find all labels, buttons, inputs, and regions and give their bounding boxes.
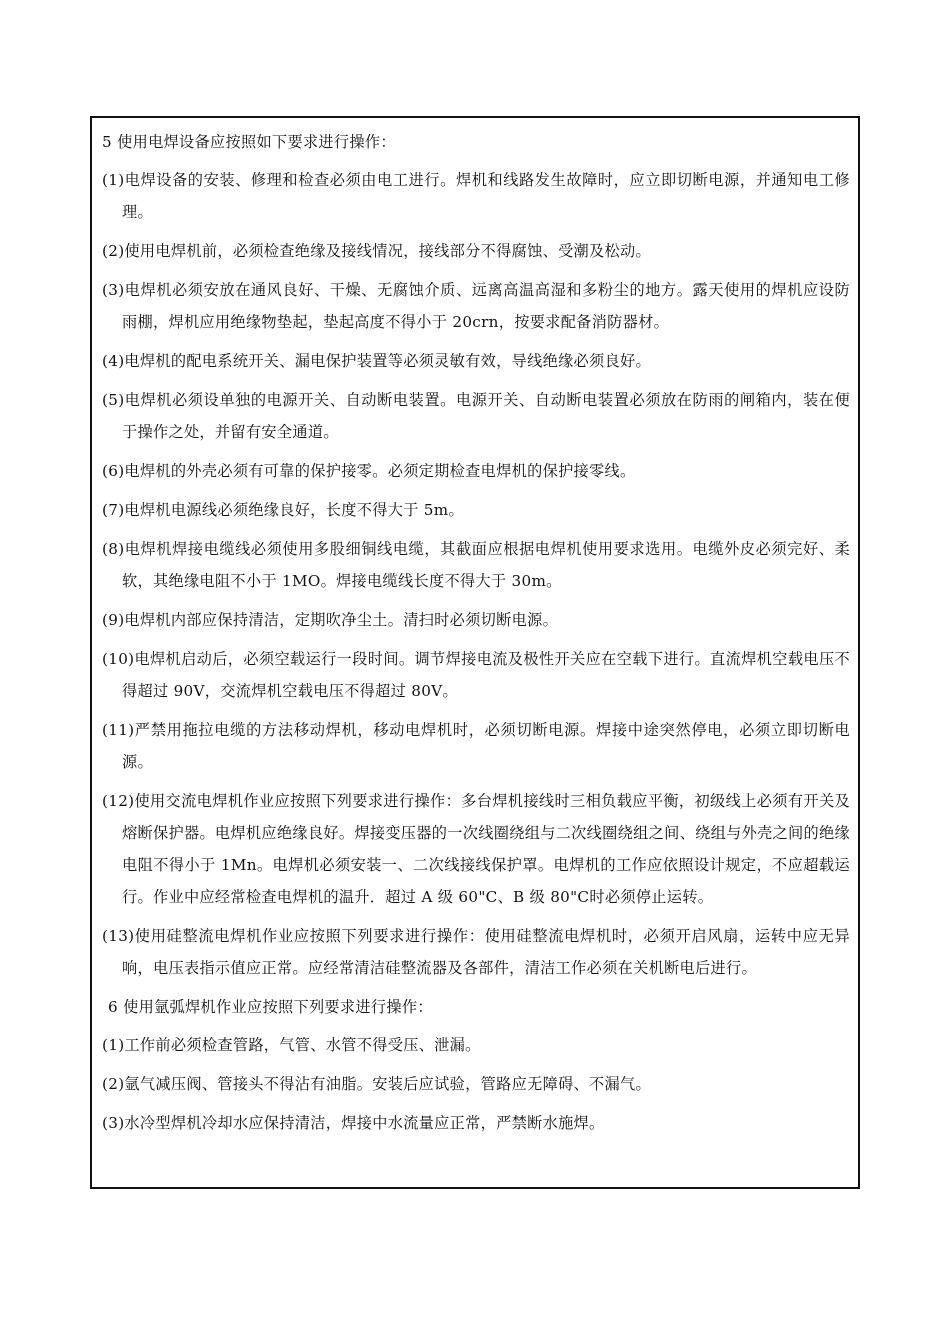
list-item: (5)电焊机必须设单独的电源开关、自动断电装置。电源开关、自动断电装置必须放在防雨的闸箱内，装在便于操作之处，并留有安全通道。 [102, 391, 850, 441]
list-item: (12)使用交流电焊机作业应按照下列要求进行操作：多台焊机接线时三相负载应平衡，初级线上必须有开关及熔断保护器。电焊机应绝缘良好。焊接变压器的一次线圈绕组与二次线圈绕组之间、绕组与外壳之间的绝缘电阻不得小于 1Mn。电焊机必须安装一、二次线接线保护罩。电焊机的工作应依照设计规定，不应超载运行。作业中应经常检查电焊机的温升．超过 A 级 60"C、B 级 80"C时必须停止运转。 [102, 792, 850, 906]
document-frame [90, 116, 860, 1189]
list-item: (1)工作前必须检查管路，气管、水管不得受压、泄漏。 [102, 1036, 481, 1054]
list-item: (3)水冷型焊机冷却水应保持清洁，焊接中水流量应正常，严禁断水施焊。 [102, 1114, 605, 1132]
list-item: (4)电焊机的配电系统开关、漏电保护装置等必须灵敏有效，导线绝缘必须良好。 [102, 352, 651, 370]
list-item: (6)电焊机的外壳必须有可靠的保护接零。必须定期检查电焊机的保护接零线。 [102, 462, 636, 480]
list-item: (2)氩气减压阀、管接头不得沾有油脂。安装后应试验，管路应无障碍、不漏气。 [102, 1075, 651, 1093]
list-item: (2)使用电焊机前，必须检查绝缘及接线情况，接线部分不得腐蚀、受潮及松动。 [102, 242, 651, 260]
list-item: (9)电焊机内部应保持清洁，定期吹净尘土。清扫时必须切断电源。 [102, 611, 559, 629]
list-item: (3)电焊机必须安放在通风良好、干燥、无腐蚀介质、远离高温高湿和多粉尘的地方。露天使用的焊机应设防雨棚，焊机应用绝缘物垫起，垫起高度不得小于 20crn，按要求配备消防器材。 [102, 281, 850, 331]
list-item: (1)电焊设备的安装、修理和检查必须由电工进行。焊机和线路发生故障时，应立即切断电源，并通知电工修理。 [102, 171, 850, 221]
list-item: (8)电焊机焊接电缆线必须使用多股细铜线电缆，其截面应根据电焊机使用要求选用。电缆外皮必须完好、柔软，其绝缘电阻不小于 1MO。焊接电缆线长度不得大于 30m。 [102, 540, 850, 590]
list-item: (7)电焊机电源线必须绝缘良好，长度不得大于 5m。 [102, 501, 464, 519]
section-heading-6: 6 使用氩弧焊机作业应按照下列要求进行操作： [108, 998, 433, 1016]
list-item: (10)电焊机启动后，必须空载运行一段时间。调节焊接电流及极性开关应在空载下进行。直流焊机空载电压不得超过 90V，交流焊机空载电压不得超过 80V。 [102, 650, 850, 700]
section-heading-5: 5 使用电焊设备应按照如下要求进行操作： [102, 133, 396, 151]
list-item: (11)严禁用拖拉电缆的方法移动焊机，移动电焊机时，必须切断电源。焊接中途突然停电，必须立即切断电源。 [102, 721, 850, 771]
list-item: (13)使用硅整流电焊机作业应按照下列要求进行操作：使用硅整流电焊机时，必须开启风扇，运转中应无异响，电压表指示值应正常。应经常清洁硅整流器及各部件，清洁工作必须在关机断电后进行。 [102, 927, 850, 977]
